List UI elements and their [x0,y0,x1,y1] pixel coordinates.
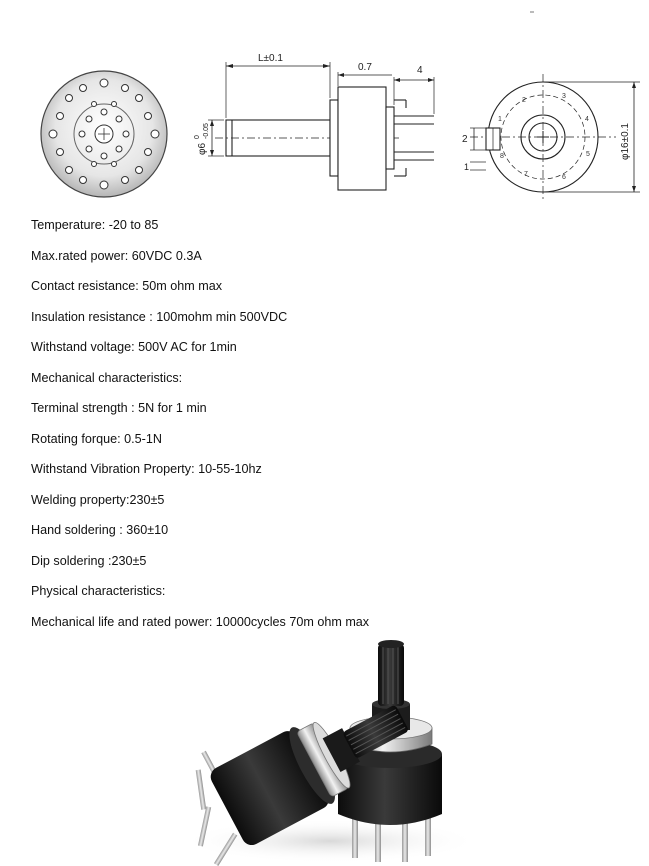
dim-shaft-tol-upper: 0 [194,135,201,139]
spec-welding: Welding property:230±5 [31,492,165,507]
spec-max-rated-power: Max.rated power: 60VDC 0.3A [31,248,202,263]
dim-shaft-dia-label: φ6 [197,142,208,155]
technical-drawing [0,0,649,210]
side-view-drawing [208,62,434,190]
spec-insulation-resistance: Insulation resistance : 100mohm min 500VDC [31,309,288,324]
spec-withstand-voltage: Withstand voltage: 500V AC for 1min [31,340,237,354]
spec-terminal-strength: Terminal strength : 5N for 1 min [31,401,207,415]
terminal-number-3: 3 [562,93,566,100]
spec-section-physical: Physical characteristics: [31,584,166,598]
spec-list [31,214,631,641]
spec-dip-soldering: Dip soldering :230±5 [31,553,147,568]
spec-section-mechanical: Mechanical characteristics: [31,370,183,385]
terminal-number-1: 1 [498,116,502,123]
spec-mechanical-life: Mechanical life and rated power: 10000cycles 70m ohm max [31,614,370,629]
terminal-number-4: 4 [585,116,589,123]
dim-body-dia-label: φ16±0.1 [620,123,631,160]
spec-hand-soldering: Hand soldering : 360±10 [31,523,169,537]
terminal-number-5: 5 [586,151,590,158]
spec-temperature: Temperature: -20 to 85 [31,218,159,232]
spec-contact-resistance: Contact resistance: 50m ohm max [31,279,223,293]
dim-pin-length-label: 4 [417,65,423,76]
product-photo [170,636,490,866]
dim-pin-height-label: 2 [462,134,468,145]
spec-rotating-forque: Rotating forque: 0.5-1N [31,431,162,446]
dim-pin-width-label: 1 [464,162,470,172]
spec-vibration: Withstand Vibration Property: 10-55-10hz [31,462,262,476]
bottom-view-drawing [41,71,167,197]
terminal-number-8: 8 [500,153,504,160]
front-view-drawing [470,74,640,200]
terminal-number-6: 6 [562,174,566,181]
terminal-number-2: 2 [522,97,526,104]
terminal-number-7: 7 [524,171,528,178]
dim-flange-label: 0.7 [358,62,372,73]
dim-shaft-tol-lower: -0.05 [203,123,210,139]
dim-length-label: L±0.1 [258,53,283,64]
